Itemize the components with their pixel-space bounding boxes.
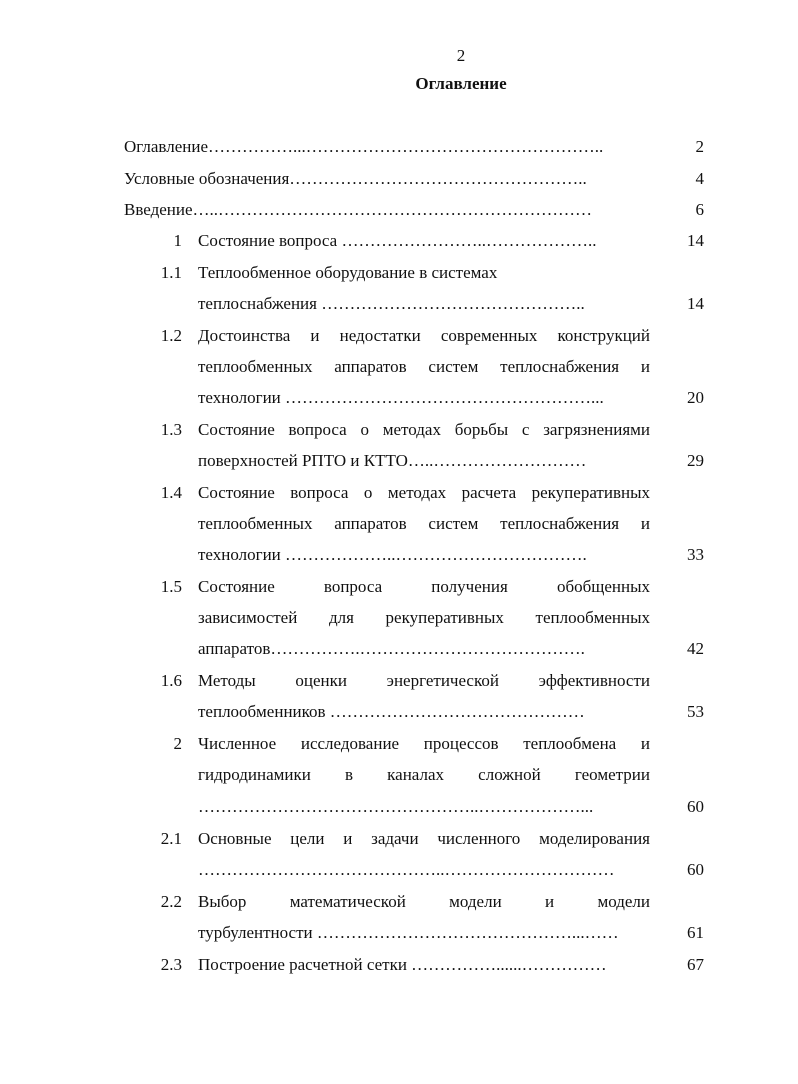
toc-entry-page: 42 (687, 639, 704, 658)
toc-entry-page: 14 (687, 231, 704, 250)
toc-entry-text: Состояние вопроса ……………………..……………….. (198, 231, 597, 250)
toc-entry-text: технологии ………………………………………………... (198, 388, 604, 407)
page-title: Оглавление (415, 74, 507, 93)
toc-entry-number: 2.1 (160, 829, 182, 848)
toc-entry-page: 60 (687, 797, 704, 816)
toc-entry-text: Методы оценки энергетической эффективности (198, 671, 650, 690)
toc-entry-page: 20 (687, 388, 704, 407)
toc-entry-page: 14 (687, 294, 704, 313)
toc-entry-page: 33 (687, 545, 704, 564)
toc-entry-text: Оглавление……………...…………………………………………….. (124, 137, 604, 156)
toc-entry-text: ……………………………………..………………………… (198, 860, 615, 879)
toc-entry-number: 1.4 (160, 483, 182, 502)
toc-entry-text: гидродинамики в каналах сложной геометрии (198, 765, 650, 784)
toc-entry-text: турбулентности ………………………………………...…… (198, 923, 619, 942)
toc-entry-number: 1.3 (160, 420, 182, 439)
toc-entry-text: Введение…..………………………………………………………… (124, 200, 593, 219)
toc-entry-text: Состояние вопроса получения обобщенных (198, 577, 650, 596)
toc-entry-text: зависимостей для рекуперативных теплообменных (198, 608, 650, 627)
toc-entry-text: теплообменников ……………………………………… (198, 702, 585, 721)
toc-entry-number: 1.5 (160, 577, 182, 596)
toc-entry-text: теплообменных аппаратов систем теплоснабжения и (198, 357, 650, 376)
toc-entry-text: теплоснабжения ……………………………………….. (198, 294, 585, 313)
toc-entry-text: Выбор математической модели и модели (198, 892, 650, 911)
toc-entry-text: поверхностей РПТО и КТТО…..……………………… (198, 451, 587, 470)
toc-entry-page: 60 (687, 860, 704, 879)
toc-entry-text: Состояние вопроса о методах борьбы с загрязнениями (198, 420, 650, 439)
toc-entry-page: 67 (687, 955, 704, 974)
toc-entry-number: 1.1 (160, 263, 182, 282)
toc-entry-number: 2.2 (160, 892, 182, 911)
toc-entry-text: Условные обозначения…………………………………………….. (124, 169, 587, 188)
toc-entry-text: аппаратов…………….…………………………………. (198, 639, 585, 658)
toc-entry-text: Основные цели и задачи численного моделирования (198, 829, 650, 848)
toc-entry-text: Состояние вопроса о методах расчета рекуперативных (198, 483, 650, 502)
toc-entry-page: 53 (687, 702, 704, 721)
toc-entry-text: Численное исследование процессов теплообмена и (198, 734, 650, 753)
toc-entry-number: 1 (173, 231, 182, 250)
toc-entry-text: Построение расчетной сетки ……………......…………… (198, 955, 607, 974)
toc-entry-number: 2 (173, 734, 182, 753)
toc-entry-text: технологии ………………..……………………………. (198, 545, 587, 564)
toc-entry-text: Теплообменное оборудование в системах (198, 263, 498, 282)
toc-entry-page: 2 (695, 137, 704, 156)
toc-entry-number: 1.6 (160, 671, 182, 690)
toc-entry-text: теплообменных аппаратов систем теплоснабжения и (198, 514, 650, 533)
toc-entry-page: 4 (695, 169, 704, 188)
toc-entry-page: 6 (695, 200, 704, 219)
toc-entry-text: …………………………………………..………………... (198, 797, 594, 816)
toc-entry-page: 29 (687, 451, 704, 470)
toc-entry-number: 2.3 (160, 955, 182, 974)
toc-entry-number: 1.2 (160, 326, 182, 345)
page-number: 2 (456, 46, 466, 65)
toc-entry-page: 61 (687, 923, 704, 942)
toc-entry-text: Достоинства и недостатки современных конструкций (198, 326, 650, 345)
